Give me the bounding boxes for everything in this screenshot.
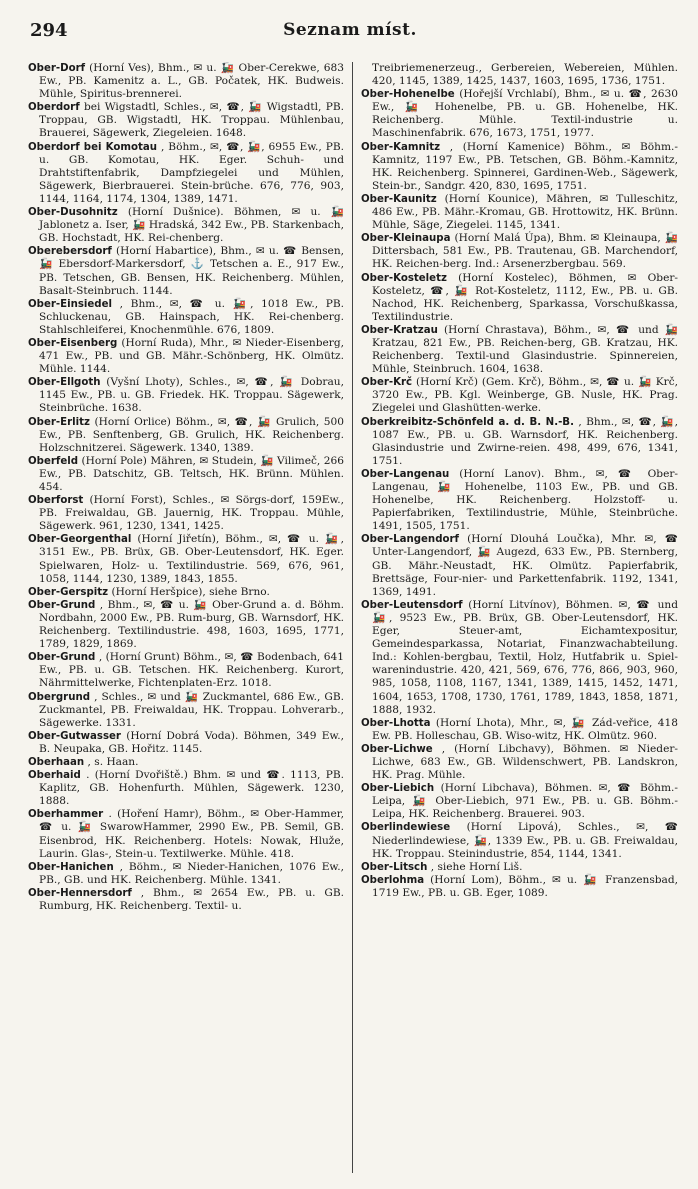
gazetteer-entry (28, 141, 344, 206)
entry-text: (Horní Malá Úpa), Bhm. ✉ Kleinaupa, 🚂 Dittersbach, 581 Ew., PB. Trautenau, GB. Marchendorf, HK. Reichen-berg. Ind.: Arsenerzbergbau. 569. (372, 232, 678, 271)
entry-headword: Ober-Ellgoth (28, 377, 101, 389)
entry-headword: Oberebersdorf (28, 246, 112, 258)
gazetteer-entry (28, 62, 344, 101)
entry-text: (Vyšní Lhoty), Schles., ✉, ☎, 🚂 Dobrau, 1145 Ew., PB. u. GB. Friedek. HK. Troppau. Sägewerk, Steinbrüche. 1638. (39, 376, 345, 415)
gazetteer-entry (361, 468, 678, 533)
gazetteer-entry (28, 808, 344, 860)
gazetteer-entry (28, 337, 344, 376)
gazetteer-entry (28, 298, 344, 337)
right-column (353, 62, 678, 1173)
entry-headword: Ober-Lhotta (361, 717, 431, 729)
entry-headword: Ober-Grund (28, 652, 96, 664)
gazetteer-entry (361, 599, 678, 717)
entry-headword: Ober-Dorf (28, 63, 86, 74)
entry-text: (Horní Forst), Schles., ✉ Sörgs-dorf, 159Ew., PB. Freiwaldau, GB. Jauernig, HK. Troppau. Mühle, Sägewerk. 961, 1230, 1341, 1425. (39, 494, 344, 533)
entry-text: . (Horní Dvořiště.) Bhm. ✉ und ☎. 1113, PB. Kaplitz, GB. Hohenfurth. Mühlen, Sägewerk. 1230, 1888. (39, 769, 344, 808)
entry-headword: Oberfeld (28, 455, 79, 467)
entry-text: (Horní Kostelec), Böhmen, ✉ Ober-Kosteletz, ☎, 🚂 Rot-Kosteletz, 1112, Ew., PB. u. GB. Nachod, HK. Reichenberg, Sparkassa, Vorschußkassa, Textilindustrie. (372, 271, 678, 323)
entry-headword: Oberdorf (28, 102, 80, 114)
entry-text: (Horní Lanov). Bhm., ✉, ☎ Ober-Langenau, 🚂 Hohenelbe, 1103 Ew., PB. und GB. Hohenelbe, HK. Reichenberg. Holzstoff- u. Papierfabriken, Textilindustrie, Mühle, Steinbrüche. 1491, 1505, 1751. (372, 467, 678, 533)
entry-headword: Ober-Leutensdorf (361, 599, 463, 611)
gazetteer-entry (28, 861, 344, 887)
entry-text: (Horní Dušnice). Böhmen, ✉ u. 🚂 Jablonetz a. Iser, 🚂 Hradská, 342 Ew., PB. Starkenbach, GB. Hochstadt, HK. Rei-chenberg. (39, 206, 345, 245)
gazetteer-entry (28, 599, 344, 651)
entry-text: , siehe Horní Liš. (430, 860, 523, 873)
entry-text: (Horní Dlouhá Loučka), Mhr. ✉, ☎ Unter-Langendorf, 🚂 Augezd, 633 Ew., PB. Sternberg, GB. Mähr.-Neustadt, HK. Olmütz. Papierfabrik, Brettsäge, Four-nier- und Parkettenfabrik. 1192, 1341, 1369, 1491. (372, 533, 678, 598)
entry-text: , Böhm., ✉ Nieder-Hanichen, 1076 Ew., PB., GB. und HK. Reichenberg. Mühle. 1341. (39, 860, 344, 886)
entry-text: (Horní Chrastava), Böhm., ✉, ☎ und 🚂 Kratzau, 821 Ew., PB. Reichen-berg, GB. Kratzau, HK. Reichenberg. Textil-und Glasindustrie. Spinnereien, Mühle, Steinbruch. 1604, 1638. (372, 323, 678, 376)
entry-headword: Oberlindewiese (361, 822, 451, 834)
entry-text: (Horní Lhota), Mhr., ✉, 🚂 Zád-veřice, 418 Ew. PB. Holleschau, GB. Wiso-witz, HK. Olmütz. 960. (372, 716, 678, 742)
entry-headword: Ober-Eisenberg (28, 337, 118, 349)
entry-text: , (Horní Libchavy), Böhmen. ✉ Nieder-Lichwe, 683 Ew., GB. Wildenschwert, PB. Landskron, HK. Prag. Mühle. (372, 742, 678, 782)
gazetteer-entry (28, 769, 344, 808)
gazetteer-entry (28, 756, 344, 769)
entry-headword: Oberforst (28, 495, 84, 507)
entry-headword: Oberkreibitz-Schönfeld a. d. B. N.-B. (361, 416, 574, 428)
entry-text: (Horní Heršpice), siehe Brno. (111, 585, 270, 598)
entry-headword: Ober-Kaunitz (361, 193, 437, 205)
entry-headword: Ober-Kamnitz (361, 141, 441, 153)
entry-text: (Horní Jiřetín), Böhm., ✉, ☎ u. 🚂, 3151 Ew., PB. Brüx, GB. Ober-Leutensdorf, HK. Eger. Spielwaren, Holz- u. Textilindustrie. 569, 676, 961, 1058, 1144, 1230, 1389, 1843, 1855. (39, 533, 345, 585)
gazetteer-entry (361, 272, 678, 324)
entry-headword: Ober-Hennersdorf (28, 887, 132, 899)
entry-headword: Oberlohma (361, 874, 425, 886)
entry-text: (Horní Dobrá Voda). Böhmen, 349 Ew., B. Neupaka, GB. Hořitz. 1145. (39, 729, 344, 755)
entry-headword: Ober-Kosteletz (361, 272, 447, 284)
entry-headword: Ober-Gutwasser (28, 730, 121, 742)
gazetteer-entry (361, 533, 678, 598)
gazetteer-entry (28, 376, 344, 415)
entry-text: (Horní Habartice), Bhm., ✉ u. ☎ Bensen, 🚂 Ebersdorf-Markersdorf, ⚓ Tetschen a. E., 917 Ew., PB. Tetschen, GB. Bensen, HK. Reichenberg. Mühlen, Basalt-Steinbruch. 1144. (39, 245, 345, 297)
gazetteer-entry (28, 494, 344, 533)
gazetteer-entry (361, 782, 678, 821)
entry-text: (Horní Orlice) Böhm., ✉, ☎, 🚂 Grulich, 500 Ew., PB. Senftenberg, GB. Grulich, HK. Reichenberg. Holzschnitzerei. Sägewerk. 1340, 1389. (39, 415, 344, 454)
entry-headword: Ober-Litsch (361, 861, 428, 873)
left-column (28, 62, 353, 1173)
entry-text: , (Horní Kamenice) Böhm., ✉ Böhm.-Kamnitz, 1197 Ew., PB. Tetschen, GB. Böhm.-Kamnitz, HK. Reichenberg. Spinnerei, Gardinen-Web., Sägewerk, Stein-br., Sandgr. 420, 830, 1695, 1751. (372, 140, 678, 192)
entry-text: (Hořejší Vrchlabí), Bhm., ✉ u. ☎, 2630 Ew., 🚂 Hohenelbe, PB. u. GB. Hohenelbe, HK. Reichenberg. Mühle. Textil-industrie u. Maschinenfabrik. 676, 1673, 1751, 1977. (372, 88, 678, 140)
entry-headword: Obergrund (28, 691, 91, 703)
entry-text: (Horní Kounice), Mähren, ✉ Tulleschitz, 486 Ew., PB. Mähr.-Kromau, GB. Hrottowitz, HK. Brünn. Mühle, Säge, Ziegelei. 1145, 1341. (372, 192, 678, 232)
entry-text: Treibriemenerzeug., Gerbereien, Webereien, Mühlen. 420, 1145, 1389, 1425, 1437, 1603, 1695, 1736, 1751. (372, 62, 678, 88)
entry-text: (Horní Pole) Mähren, ✉ Studein, 🚂 Vilimeč, 266 Ew., PB. Datschitz, GB. Teltsch, HK. Brünn. Mühlen. 454. (39, 454, 344, 493)
entry-headword: Ober-Liebich (361, 783, 435, 795)
gazetteer-entry (28, 586, 344, 599)
entry-headword: Ober-Grund (28, 599, 96, 611)
gazetteer-entry (28, 245, 344, 297)
gazetteer-entry (361, 874, 678, 900)
gazetteer-entry (28, 533, 344, 585)
gazetteer-entry (361, 193, 678, 232)
gazetteer-entry (28, 101, 344, 140)
gazetteer-entry (361, 376, 678, 415)
entry-headword: Oberdorf bei Komotau (28, 141, 157, 153)
entry-headword: Ober-Einsiedel (28, 298, 112, 310)
entry-text: , (Horní Grunt) Böhm., ✉, ☎ Bodenbach, 641 Ew., PB. u. GB. Tetschen. HK. Reichenberg. Kurort, Nährmittelwerke, Fichtenplaten-Erz. 1018. (39, 651, 344, 690)
gazetteer-entry (28, 206, 344, 245)
entry-text: (Horní Ves), Bhm., ✉ u. 🚂 Ober-Cerekwe, 683 Ew., PB. Kamenitz a. L., GB. Počatek, HK. Budweis. Mühle, Spiritus-brennerei. (39, 62, 344, 101)
page-number: 294 (30, 20, 68, 41)
entry-headword: Ober-Krč (361, 377, 413, 389)
entry-headword: Oberhaan (28, 756, 85, 768)
columns (28, 62, 678, 1173)
entry-text: (Horní Libchava), Böhmen. ✉, ☎ Böhm.-Leipa, 🚂 Ober-Liebich, 971 Ew., PB. u. GB. Böhm.-Leipa, HK. Reichenberg. Brauerei. 903. (372, 782, 678, 821)
gazetteer-entry (28, 416, 344, 455)
gazetteer-entry (361, 232, 678, 271)
entry-text: , Bhm., ✉, ☎, 🚂, 1087 Ew., PB. u. GB. Warnsdorf, HK. Reichenberg. Glasindustrie und Zwirne-reien. 498, 499, 676, 1341, 1751. (372, 415, 678, 467)
gazetteer-entry (361, 62, 678, 88)
entry-headword: Ober-Hanichen (28, 861, 114, 873)
entry-text: , Schles., ✉ und 🚂 Zuckmantel, 686 Ew., GB. Zuckmantel, PB. Freiwaldau, HK. Troppau. Lohverarb., Sägewerke. 1331. (39, 690, 344, 729)
page-title: Seznam míst. (283, 20, 417, 40)
entry-headword: Ober-Langenau (361, 468, 450, 480)
entry-headword: Ober-Gerspitz (28, 586, 109, 598)
entry-text: . (Hoření Hamr), Böhm., ✉ Ober-Hammer, ☎ u. 🚂 SwarowHammer, 2990 Ew., PB. Semil, GB. Eisenbrod, HK. Reichenberg. Hotels: Nowak, Hluže, Laurin. Glas-, Stein-u. Textilwerke. Mühle. 418. (39, 808, 344, 860)
page-header (22, 14, 678, 42)
entry-text: , Bhm., ✉, ☎ u. 🚂 Ober-Grund a. d. Böhm. Nordbahn, 2000 Ew., PB. Rum-burg, GB. Warnsdorf, HK. Reichenberg. Textilindustrie. 498, 1603, 1695, 1771, 1789, 1829, 1869. (39, 598, 345, 651)
gazetteer-entry (361, 324, 678, 376)
entry-headword: Oberhaid (28, 770, 81, 782)
entry-text: (Horní Lom), Böhm., ✉ u. 🚂 Franzensbad, 1719 Ew., PB. u. GB. Eger, 1089. (372, 873, 678, 899)
entry-headword: Ober-Hohenelbe (361, 89, 455, 101)
gazetteer-entry (361, 821, 678, 860)
gazetteer-entry (28, 691, 344, 730)
entry-text: (Horní Krč) (Gem. Krč), Böhm., ✉, ☎ u. 🚂 Krč, 3720 Ew., PB. Kgl. Weinberge, GB. Nusle, HK. Prag. Ziegelei und Glashütten-werke. (372, 376, 678, 415)
entry-headword: Oberhammer (28, 809, 104, 821)
entry-headword: Ober-Erlitz (28, 416, 90, 428)
entry-headword: Ober-Kratzau (361, 324, 438, 336)
entry-text: , Böhm., ✉, ☎, 🚂, 6955 Ew., PB. u. GB. Komotau, HK. Eger. Schuh- und Drahtstiftenfabrik, Dampfziegelei und Mühlen, Sägewerk, Bierbrauerei. Stein-brüche. 676, 776, 903, 1144, 1164, 1174, 1304, 1389, 1471. (39, 140, 345, 205)
gazetteer-entry (361, 141, 678, 193)
gazetteer-entry (361, 88, 678, 140)
gazetteer-entry (361, 743, 678, 782)
entry-text: , Bhm., ✉ 2654 Ew., PB. u. GB. Rumburg, HK. Reichenberg. Textil- u. (39, 886, 344, 912)
entry-headword: Ober-Dusohnitz (28, 207, 118, 219)
gazetteer-entry (361, 861, 678, 874)
gazetteer-entry (28, 887, 344, 913)
gazetteer-entry (361, 717, 678, 743)
entry-text: , s. Haan. (87, 755, 139, 768)
entry-text: , Bhm., ✉, ☎ u. 🚂, 1018 Ew., PB. Schluckenau, GB. Hainspach, HK. Rei-chenberg. Stahlschleiferei, Knochenmühle. 676, 1809. (39, 297, 344, 336)
entry-text: bei Wigstadtl, Schles., ✉, ☎, 🚂 Wigstadtl, PB. Troppau, GB. Wigstadtl, HK. Troppau. Mühlenbau, Brauerei, Sägewerk, Ziegeleien. 1648. (39, 101, 345, 140)
gazetteer-entry (28, 455, 344, 494)
gazetteer-entry (28, 730, 344, 756)
gazetteer-entry (28, 651, 344, 690)
entry-headword: Ober-Kleinaupa (361, 233, 451, 245)
entry-headword: Ober-Georgenthal (28, 534, 132, 546)
entry-text: (Horní Lipová), Schles., ✉, ☎ Niederlindewiese, 🚂, 1339 Ew., PB. u. GB. Freiwaldau, HK. Troppau. Steinindustrie, 854, 1144, 1341. (372, 821, 678, 860)
gazetteer-entry (361, 416, 678, 468)
entry-headword: Ober-Langendorf (361, 534, 459, 546)
entry-text: (Horní Ruda), Mhr., ✉ Nieder-Eisenberg, 471 Ew., PB. und GB. Mähr.-Schönberg, HK. Olmütz. Mühle. 1144. (39, 336, 344, 376)
entry-text: (Horní Litvínov), Böhmen. ✉, ☎ und 🚂, 9523 Ew., PB. Brüx, GB. Ober-Leutensdorf, HK. Eger, Steuer-amt, Eichamtexpositur, Gemeindesparkassa, Notariat, Finanzwachabteilung. Ind.: Kohlen-bergbau, Textil, Holz, Hutfabrik u. Spiel-warenindustrie. 420, 421, 569, 676, 776, 866, 903, 960, 985, 1058, 1108, 1167, 1341, 1389, 1415, 1452, 1471, 1604, 1653, 1708, 1730, 1761, 1789, 1843, 1858, 1871, 1888, 1932. (372, 598, 678, 716)
entry-headword: Ober-Lichwe (361, 743, 433, 755)
